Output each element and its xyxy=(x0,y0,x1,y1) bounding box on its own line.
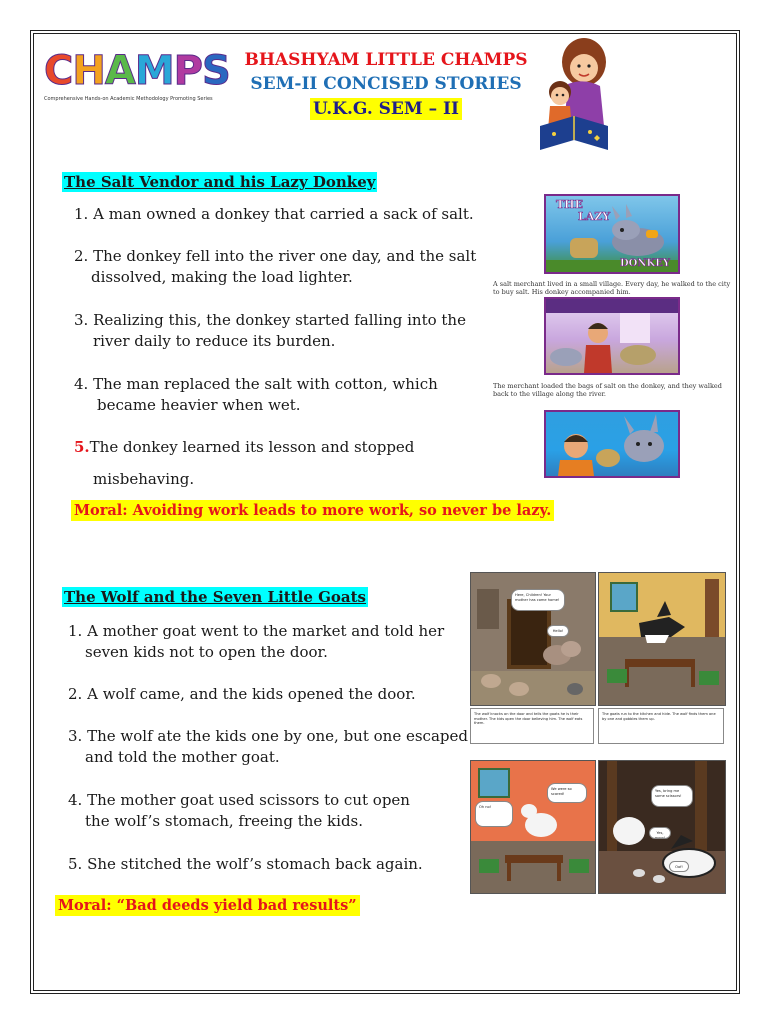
speech-bubble: Oh no! xyxy=(475,801,513,827)
speech-bubble: We were so scared! xyxy=(547,783,587,803)
story1-point-4: 4. The man replaced the salt with cotton, which xyxy=(74,375,438,393)
merchant-illustration xyxy=(546,299,678,373)
pic-title-the: THE xyxy=(556,198,583,211)
story2-point-1: 1. A mother goat went to the market and told her xyxy=(68,622,445,640)
mother-child-reading-illustration xyxy=(524,34,624,156)
lazy-donkey-title-picture xyxy=(544,194,680,274)
donkey-and-merchant-picture xyxy=(544,410,680,478)
donkey-merchant-illustration xyxy=(546,412,678,476)
document-subtitle: SEM-II CONCISED STORIES xyxy=(250,74,522,94)
story2-point-4: 4. The mother goat used scissors to cut open xyxy=(68,791,410,809)
story2-title: The Wolf and the Seven Little Goats xyxy=(64,588,367,606)
story2-point-2: 2. A wolf came, and the kids opened the door. xyxy=(68,685,416,703)
logo-text: CHAMPS xyxy=(44,48,230,94)
pic-title-lazy: LAZY xyxy=(578,210,611,223)
story2-moral: Moral: “Bad deeds yield bad results” xyxy=(55,895,360,916)
story1-point-5-cont: misbehaving. xyxy=(93,470,195,488)
class-label: U.K.G. SEM – II xyxy=(310,98,462,120)
comic-caption-1: The wolf knocks on the door and tells the goats he is their mother. The kids open the door believing him. The wolf eats them. xyxy=(470,708,594,744)
story2-point-1-cont: seven kids not to open the door. xyxy=(85,643,328,661)
story1-title: The Salt Vendor and his Lazy Donkey xyxy=(64,173,376,191)
picture-caption-2: The merchant loaded the bags of salt on the donkey, and they walked back to the village along the river. xyxy=(493,382,722,398)
story1-moral: Moral: Avoiding work leads to more work, so never be lazy. xyxy=(71,500,554,521)
story2-point-3: 3. The wolf ate the kids one by one, but one escaped xyxy=(68,727,468,745)
story1-point-4-cont: became heavier when wet. xyxy=(97,396,301,414)
comic-panel-kids-hiding xyxy=(598,572,726,706)
pic-title-donkey: DONKEY xyxy=(620,258,670,269)
merchant-picture xyxy=(544,297,680,375)
story1-point-2: 2. The donkey fell into the river one day, and the salt xyxy=(74,247,477,265)
school-title: BHASHYAM LITTLE CHAMPS xyxy=(244,50,528,70)
story2-point-5: 5. She stitched the wolf’s stomach back again. xyxy=(68,855,423,873)
logo-tagline: Comprehensive Hands-on Academic Methodology Promoting Series xyxy=(44,96,213,102)
story2-point-4-cont: the wolf’s stomach, freeing the kids. xyxy=(85,812,364,830)
picture-caption-1: A salt merchant lived in a small village. Every day, he walked to the city to buy salt. His donkey accompanied him. xyxy=(493,280,731,296)
comic-panel-forest-rescue xyxy=(598,760,726,894)
story1-point-1: 1. A man owned a donkey that carried a sack of salt. xyxy=(74,205,474,223)
comic-panel-wolf-at-door xyxy=(470,572,596,706)
comic-caption-2: The goats run to the kitchen and hide. The wolf finds them one by one and gobbles them up. xyxy=(598,708,724,744)
story1-point-2-cont: dissolved, making the load lighter. xyxy=(91,268,353,286)
speech-bubble: Yes, bring me some scissors! xyxy=(651,785,693,807)
speech-bubble: Oof! xyxy=(669,861,689,872)
speech-bubble: Yes, mom! xyxy=(649,827,671,839)
speech-bubble: Here, Children! Your mother has come home! xyxy=(511,589,565,611)
header-titles xyxy=(236,48,536,120)
story1-point-3-cont: river daily to reduce its burden. xyxy=(93,332,336,350)
story2-point-3-cont: and told the mother goat. xyxy=(85,748,280,766)
comic-panel-mother-goat-returns xyxy=(470,760,596,894)
champs-logo xyxy=(44,48,230,110)
speech-bubble: Hello! xyxy=(547,625,569,637)
story1-point-3: 3. Realizing this, the donkey started falling into the xyxy=(74,311,466,329)
story1-point-5: 5.The donkey learned its lesson and stopped xyxy=(74,438,415,456)
